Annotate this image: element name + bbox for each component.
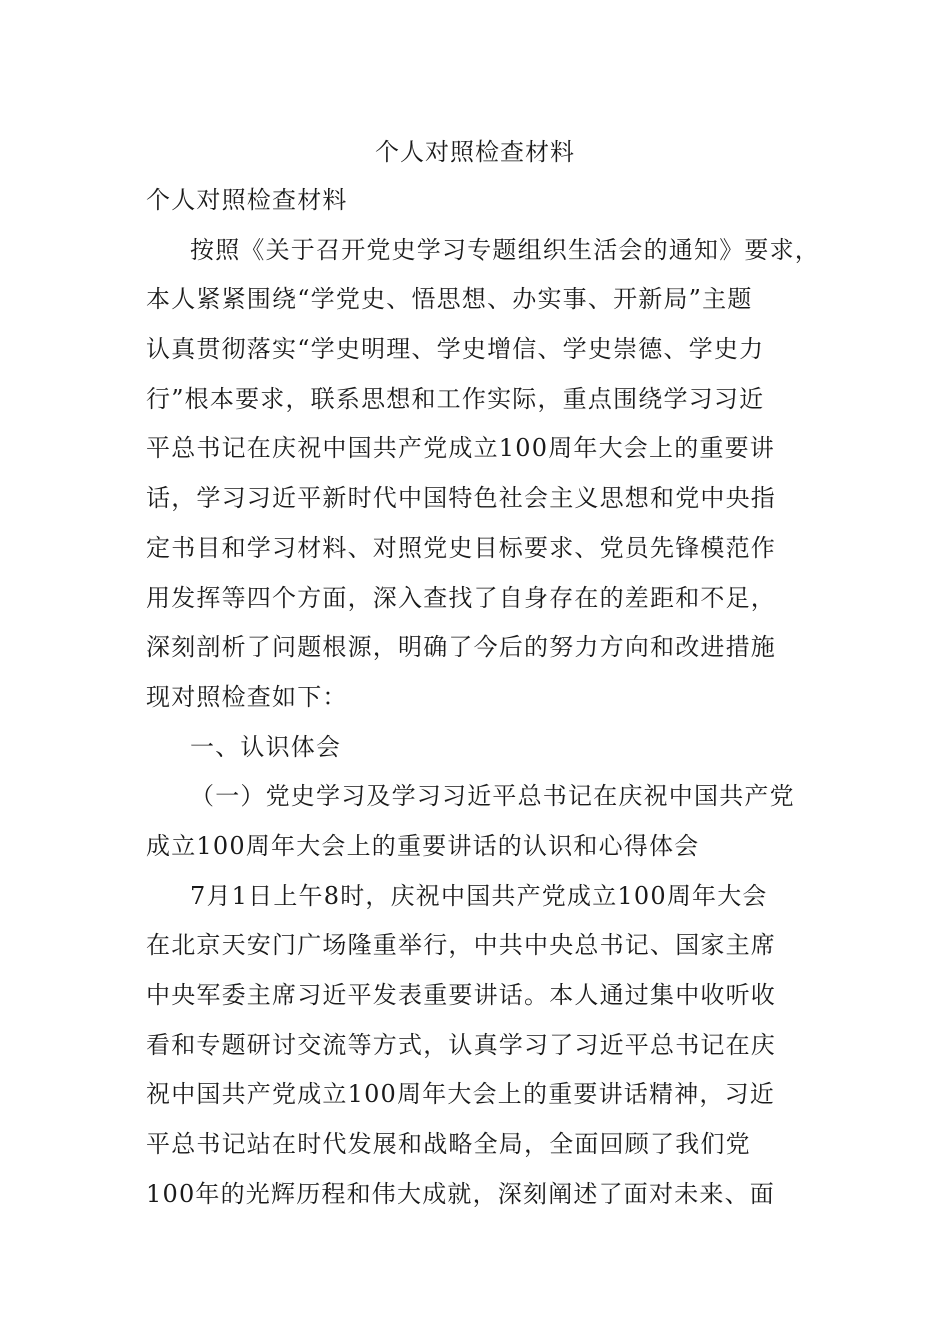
text-line: 深刻剖析了问题根源，明确了今后的努力方向和改进措施 — [146, 633, 776, 662]
text-line: 中央军委主席习近平发表重要讲话。本人通过集中收听收 — [146, 981, 776, 1009]
text-line: 成立100周年大会上的重要讲话的认识和心得体会 — [146, 831, 700, 860]
text-line: 按照《关于召开党史学习专题组织生活会的通知》要求， — [190, 235, 820, 264]
document-body — [146, 182, 820, 1225]
text-line: 一、认识体会 — [190, 732, 342, 761]
text-line: 定书目和学习材料、对照党史目标要求、党员先锋模范作 — [146, 533, 776, 562]
document-title: 个人对照检查材料 — [375, 138, 575, 166]
text-line: 平总书记在庆祝中国共产党成立100周年大会上的重要讲 — [146, 434, 776, 463]
text-line: 在北京天安门广场隆重举行，中共中央总书记、国家主席 — [146, 931, 776, 960]
text-line: 祝中国共产党成立100周年大会上的重要讲话精神，习近 — [146, 1080, 776, 1109]
text-line: 行”根本要求，联系思想和工作实际，重点围绕学习习近 — [146, 384, 765, 413]
text-line: 现对照检查如下： — [146, 682, 348, 711]
text-line: 用发挥等四个方面，深入查找了自身存在的差距和不足， — [146, 583, 776, 612]
text-line: （一）党史学习及学习习近平总书记在庆祝中国共产党 — [190, 782, 795, 811]
text-line: 100年的光辉历程和伟大成就，深刻阐述了面对未来、面 — [146, 1179, 776, 1208]
text-line: 本人紧紧围绕“学党史、悟思想、办实事、开新局”主题 — [146, 285, 753, 314]
text-line: 话，学习习近平新时代中国特色社会主义思想和党中央指 — [146, 484, 776, 513]
text-line: 7月1日上午8时，庆祝中国共产党成立100周年大会 — [190, 881, 768, 910]
text-line: 认真贯彻落实“学史明理、学史增信、学史崇德、学史力 — [146, 335, 765, 364]
document-subtitle: 个人对照检查材料 — [146, 186, 348, 214]
text-line: 看和专题研讨交流等方式，认真学习了习近平总书记在庆 — [146, 1030, 776, 1059]
text-line: 平总书记站在时代发展和战略全局，全面回顾了我们党 — [146, 1130, 751, 1159]
